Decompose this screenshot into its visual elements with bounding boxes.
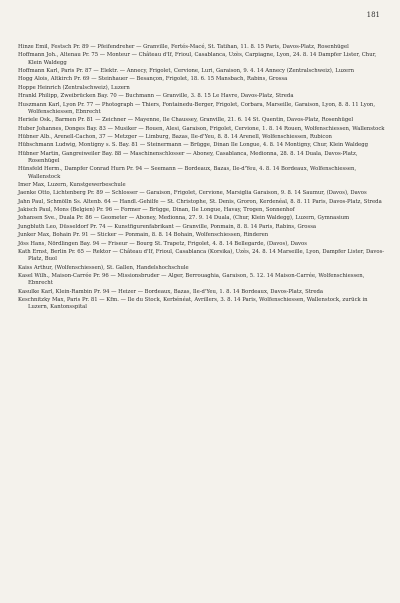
list-item: Hoffmann Joh., Altenau Pr. 75 — Monteur — Château d'If, Frioul, Casablanca, Uzès, Carpiagne, Lyon, 24. 8. 14 Dampfer Lister, Chur, Klein Waldegg (18, 52, 377, 66)
list-item: Hoffmann Karl, Paris Pr. 87 — Elektr. — Annecy, Frigolet, Cervione, Luri, Garaison, 9. 4. 14 Annecy (Zentralschweiz), Luzern (18, 67, 355, 74)
page-number: 181 (366, 11, 380, 19)
list-item: Kasel Wilh., Maison-Carrée Pr. 96 — Missionsbruder — Alger, Berrouaghia, Garaison, 5. 12. 14 Maison-Carrée, Wolfenschiessen, Ebnrecht (18, 273, 365, 287)
list-item: Junker Max, Bohain Pr. 91 — Sticker — Ponmain, 8. 8. 14 Bohain, Wolfenschiessen, Rinderen (18, 232, 269, 239)
list-item: Huszmann Karl, Lyon Pr. 77 — Photograph — Thiers, Fontainedu-Berger, Frigolet, Corbara, Marseille, Garaison, Lyon, 8. 8. 11 Lyon, Wolfenschiessen, Ebnrecht (18, 101, 376, 115)
list-item: Kaiss Arthur, (Wolfenschiessen), St. Gallen, Handelshochschule (18, 264, 189, 271)
list-item: Hoppe Heinrich (Zentralschweiz), Luzern (18, 84, 130, 91)
list-item: Imer Max, Luzern, Kunstgewerbeschule (18, 181, 126, 188)
list-item: Kasulke Karl, Klein-Rambin Pr. 94 — Heizer — Bordeaux, Bazas, Ile-d'Yeu, 1. 8. 14 Bordeaux, Davos-Platz, Streda (18, 288, 324, 295)
list-item: Hrankl Philipp, Zweibrücken Bay. 70 — Buchmann — Granville, 3. 8. 15 Le Havre, Davos-Platz, Streda (18, 93, 294, 100)
list-item: Hinze Emil, Festsch Pr. 89 — Pfeifendreher — Granville, Fertés-Macé, St. Tatihan, 11. 8. 15 Paris, Davos-Platz, Rosenhügel (18, 44, 349, 50)
list-item: Kath Ernst, Berlin Pr. 65 — Rektor — Château d'If, Frioul, Casablanca (Korsika), Uzès, 24. 8. 14 Marseille, Lyon, Dampfer Lister, Davos-Platz, Buol (18, 249, 385, 263)
list-item: Jahn Paul, Schmölln Ss. Altenb. 64 — Handl.-Gehilfe — St. Christophe, St. Denis, Groron, Kerdenéal, 8. 8. 11 Paris, Davos-Platz, Streda (18, 198, 382, 205)
list-item: Jöss Hans, Nördlingen Bay. 94 — Friseur — Bourg St. Trapetz, Frigolet, 4. 8. 14 Bellegarde, (Davos), Davos (18, 240, 307, 247)
list-item: Johansen Sve., Duala Pr. 86 — Geometer — Aboney, Medionna, 27. 9. 14 Duala, (Chur, Klein Waldegg), Luzern, Gymnasium (18, 215, 350, 222)
list-item: Hübschmann Ludwig, Montigny s. S. Bay. 81 — Steinermann — Brügge, Dinan Ile Longue, 4. 8. 14 Montigny, Chur, Klein Waldegg (18, 142, 369, 149)
list-item: Hübner Martin, Gangreiweiler Bay. 88 — Maschinenschlosser — Aboney, Casablanca, Medionna, 28. 8. 14 Duala, Davos-Platz, Rosenhügel (18, 150, 358, 164)
list-item: Heriele Osk., Barmen Pr. 81 — Zeichner — Mayenne, Ile Chaussey, Granville, 21. 6. 14 St. Quentin, Davos-Platz, Rosenhügel (18, 117, 354, 124)
list-item: Hünsfeld Herm., Dampfer Conrad Hurn Pr. 94 — Seemann — Bordeaux, Bazas, Ile-d'Yeu, 4. 8. 14 Bordeaux, Wolfenschiessen, Wallenstock (18, 166, 357, 180)
list-item: Jaenke Otto, Lichtenberg Pr. 89 — Schlosser — Garaison, Frigolet, Cervione, Marsiglia Garaison, 9. 8. 14 Saumur, (Davos), Davos (18, 190, 367, 197)
list-item: Keschnitzky Max, Paris Pr. 81 — Kfm. — Ile du Stock, Kerbénéat, Avrillers, 3. 8. 14 Paris, Wolfenschiessen, Wallenstock, zurück in Luzern, Kantonsspital (18, 296, 368, 311)
list-item: Hogg Alois, Altkirch Pr. 69 — Steinhauer — Besançon, Frigolet, 18. 6. 15 Mansbach, Rabins, Grossa (18, 76, 288, 83)
list-item: Huber Johannes, Donges Bay. 83 — Musiker — Rouen, Alesi, Garaison, Frigolet, Cervione, 1. 8. 14 Rouen, Wolfenschiessen, Wallenstock (18, 125, 385, 132)
list-item: Jakisch Paul, Mons (Belgien) Pr. 96 — Former — Brügge, Dinan, Ile Longue, Havay, Trogen, Sonnenhof (18, 207, 295, 214)
list-item: Hübner Alb., Arenell-Cachon, 37 — Metzger — Limburg, Bazas, Ile-d'Yeu, 8. 8. 14 Arenell, Wolfenschiessen, Rubicon (18, 133, 332, 140)
entry-list (18, 44, 386, 311)
list-item: Jungbluth Leo, Düsseldorf Pr. 74 — Kunstfigurenfabrikant — Granville, Ponmain, 8. 8. 14 Paris, Rabins, Grossa (18, 223, 317, 230)
